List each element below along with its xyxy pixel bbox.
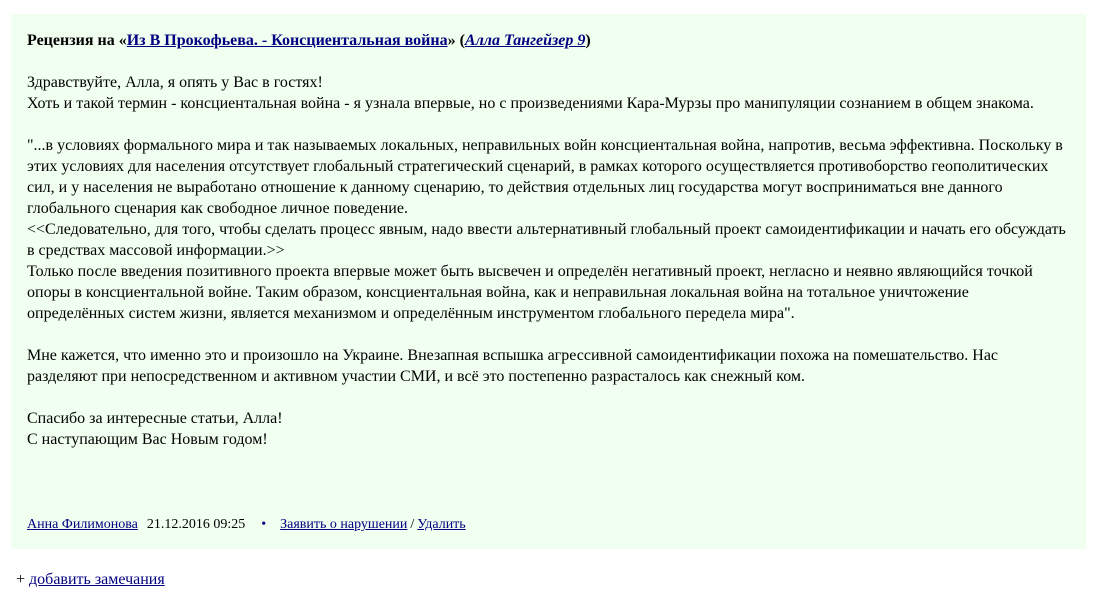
paragraph-text: "...в условиях формального мира и так называемых локальных, неправильных войн консциентальная война, напротив, весьма эффективна. Поскольку в этих условиях для населения отсутствует глобальный стратегический сценарий, в рамках которого осуществляется противоборство геополитических сил, и у населения не выработано отношение к данному сценарию, то действия отдельных лиц государства могут восприниматься вне данного глобального сценария как свободное личное поведение. <<Следовательно, для того, чтобы сделать процесс явным, надо ввести альтернативный глобальный проект самоидентификации и начать его обсуждать в средствах массовой информации.>> Только после введения позитивного проекта впервые может быть высвечен и определён негативный проект, негласно и неявно являющийся точкой опоры в консциентальной войне. Таким образом, консциентальная война, как и неправильная локальная война на тотальное уничтожение определённых систем жизни, является механизмом и определённым инструментом глобального передела мира". xyxy=(27,137,1066,322)
delete-link[interactable]: Удалить xyxy=(417,517,466,532)
review-paragraph xyxy=(27,72,1070,114)
review-footer xyxy=(27,516,466,534)
review-date: 21.12.2016 09:25 xyxy=(146,517,246,532)
report-violation-link[interactable]: Заявить о нарушении xyxy=(280,517,408,532)
review-paragraph xyxy=(27,345,1070,387)
paragraph-text: Мне кажется, что именно это и произошло на Украине. Внезапная вспышка агрессивной самоидентификации похожа на помешательство. Нас разделяют при непосредственном и активном участии СМИ, и всё это постепенно разрасталось как снежный ком. xyxy=(27,347,999,385)
review-body xyxy=(27,72,1070,450)
paragraph-text: Спасибо за интересные статьи, Алла! С наступающим Вас Новым годом! xyxy=(27,410,283,448)
bullet-separator: • xyxy=(261,517,267,532)
add-comments-link[interactable]: добавить замечания xyxy=(29,571,165,588)
review-paragraph xyxy=(27,408,1070,450)
link-separator: / xyxy=(410,517,415,532)
paragraph-text: Здравствуйте, Алла, я опять у Вас в гостях! Хоть и такой термин - консциентальная война - я узнала впервые, но с произведениями Кара-Мурзы про манипуляции сознанием в общем знакома. xyxy=(27,74,1034,112)
reviewer-link[interactable]: Анна Филимонова xyxy=(27,517,138,532)
review-prefix: Рецензия на « xyxy=(27,32,127,49)
reviewed-work-link[interactable]: Из В Прокофьева. - Консциентальная война xyxy=(126,32,448,49)
plus-icon: + xyxy=(16,571,26,588)
review-suffix: ) xyxy=(585,32,591,49)
review-card xyxy=(11,14,1086,549)
review-header xyxy=(27,31,1070,51)
review-middle: » ( xyxy=(447,32,465,49)
work-author-link[interactable]: Алла Тангейзер 9 xyxy=(464,32,586,49)
add-comments-row xyxy=(16,570,165,590)
review-paragraph xyxy=(27,135,1070,324)
